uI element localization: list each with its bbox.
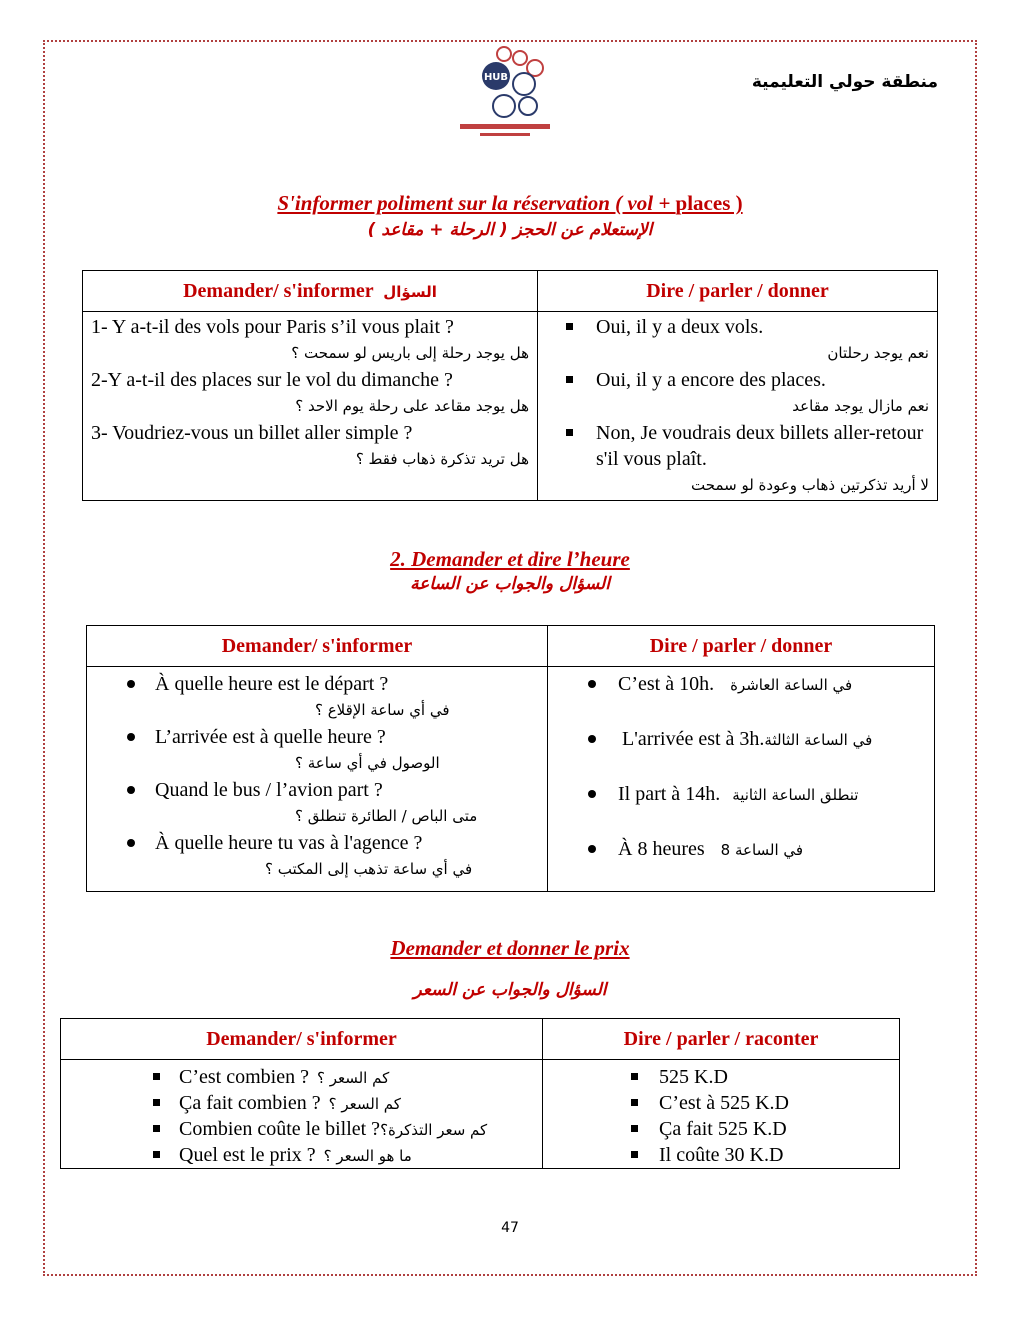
section3-title: Demander et donner le prix: [390, 936, 630, 960]
price-head-left: Demander/ s'informer: [61, 1019, 543, 1060]
reservation-answers: Oui, il y a deux vols. نعم يوجد رحلتان Oui, il y a encore des places. نعم مازال يوجد مقاعد Non, Je voudrais deux billets aller-retour s'il vous plaît. لا أريد تذكرتين ذهاب وعودة لو سمحت: [538, 312, 938, 501]
time-questions: À quelle heure est le départ ? في أي ساعة الإقلاع ؟ L’arrivée est à quelle heure ? الوصول في أي ساعة ؟ Quand le bus / l’avion part ? متى الباص / الطائرة تنطلق ؟ À quelle heure tu vas à l'agence ? في أي ساعة تذهب إلى المكتب ؟: [87, 667, 548, 892]
reservation-head-right: Dire / parler / donner: [538, 271, 938, 312]
page-number: 47: [501, 1220, 519, 1236]
time-answers: C’est à 10h. في الساعة العاشرة L'arrivée est à 3h.في الساعة الثالثة Il part à 14h. تنطلق الساعة الثانية À 8 heures في الساعة 8: [548, 667, 935, 892]
price-questions: C’est combien ? كم السعر ؟ Ça fait combien ? كم السعر ؟ Combien coûte le billet ?كم سعر التذكرة؟ Quel est le prix ? ما هو السعر ؟: [61, 1060, 543, 1169]
district-name: منطقة حولي التعليمية: [751, 72, 938, 92]
reservation-questions: 1- Y a-t-il des vols pour Paris s’il vous plait ? هل يوجد رحلة إلى باريس لو سمحت ؟ 2-Y a-t-il des places sur le vol du dimanche ? هل يوجد مقاعد على رحلة يوم الاحد ؟ 3- Voudriez-vous un billet aller simple ? هل تريد تذكرة ذهاب فقط ؟: [83, 312, 538, 501]
section2-title: 2. Demander et dire l’heure: [390, 547, 630, 571]
logo-text: HUB: [483, 72, 509, 83]
reservation-head-left: Demander/ s'informer السؤال: [83, 271, 538, 312]
section2-subtitle: السؤال والجواب عن الساعة: [410, 574, 610, 594]
section1-subtitle: الإستعلام عن الحجز ( الرحلة + مقاعد ): [367, 220, 653, 240]
section3-subtitle: السؤال والجواب عن السعر: [413, 980, 607, 1000]
price-head-right: Dire / parler / raconter: [543, 1019, 900, 1060]
section1-title: S'informer poliment sur la réservation ( vol + places ): [277, 191, 743, 215]
time-head-right: Dire / parler / donner: [548, 626, 935, 667]
hub-logo: [452, 44, 562, 144]
time-table: [86, 625, 935, 892]
time-head-left: Demander/ s'informer: [87, 626, 548, 667]
price-table: [60, 1018, 900, 1169]
reservation-table: [82, 270, 938, 501]
price-answers: 525 K.D C’est à 525 K.D Ça fait 525 K.D Il coûte 30 K.D: [543, 1060, 900, 1169]
